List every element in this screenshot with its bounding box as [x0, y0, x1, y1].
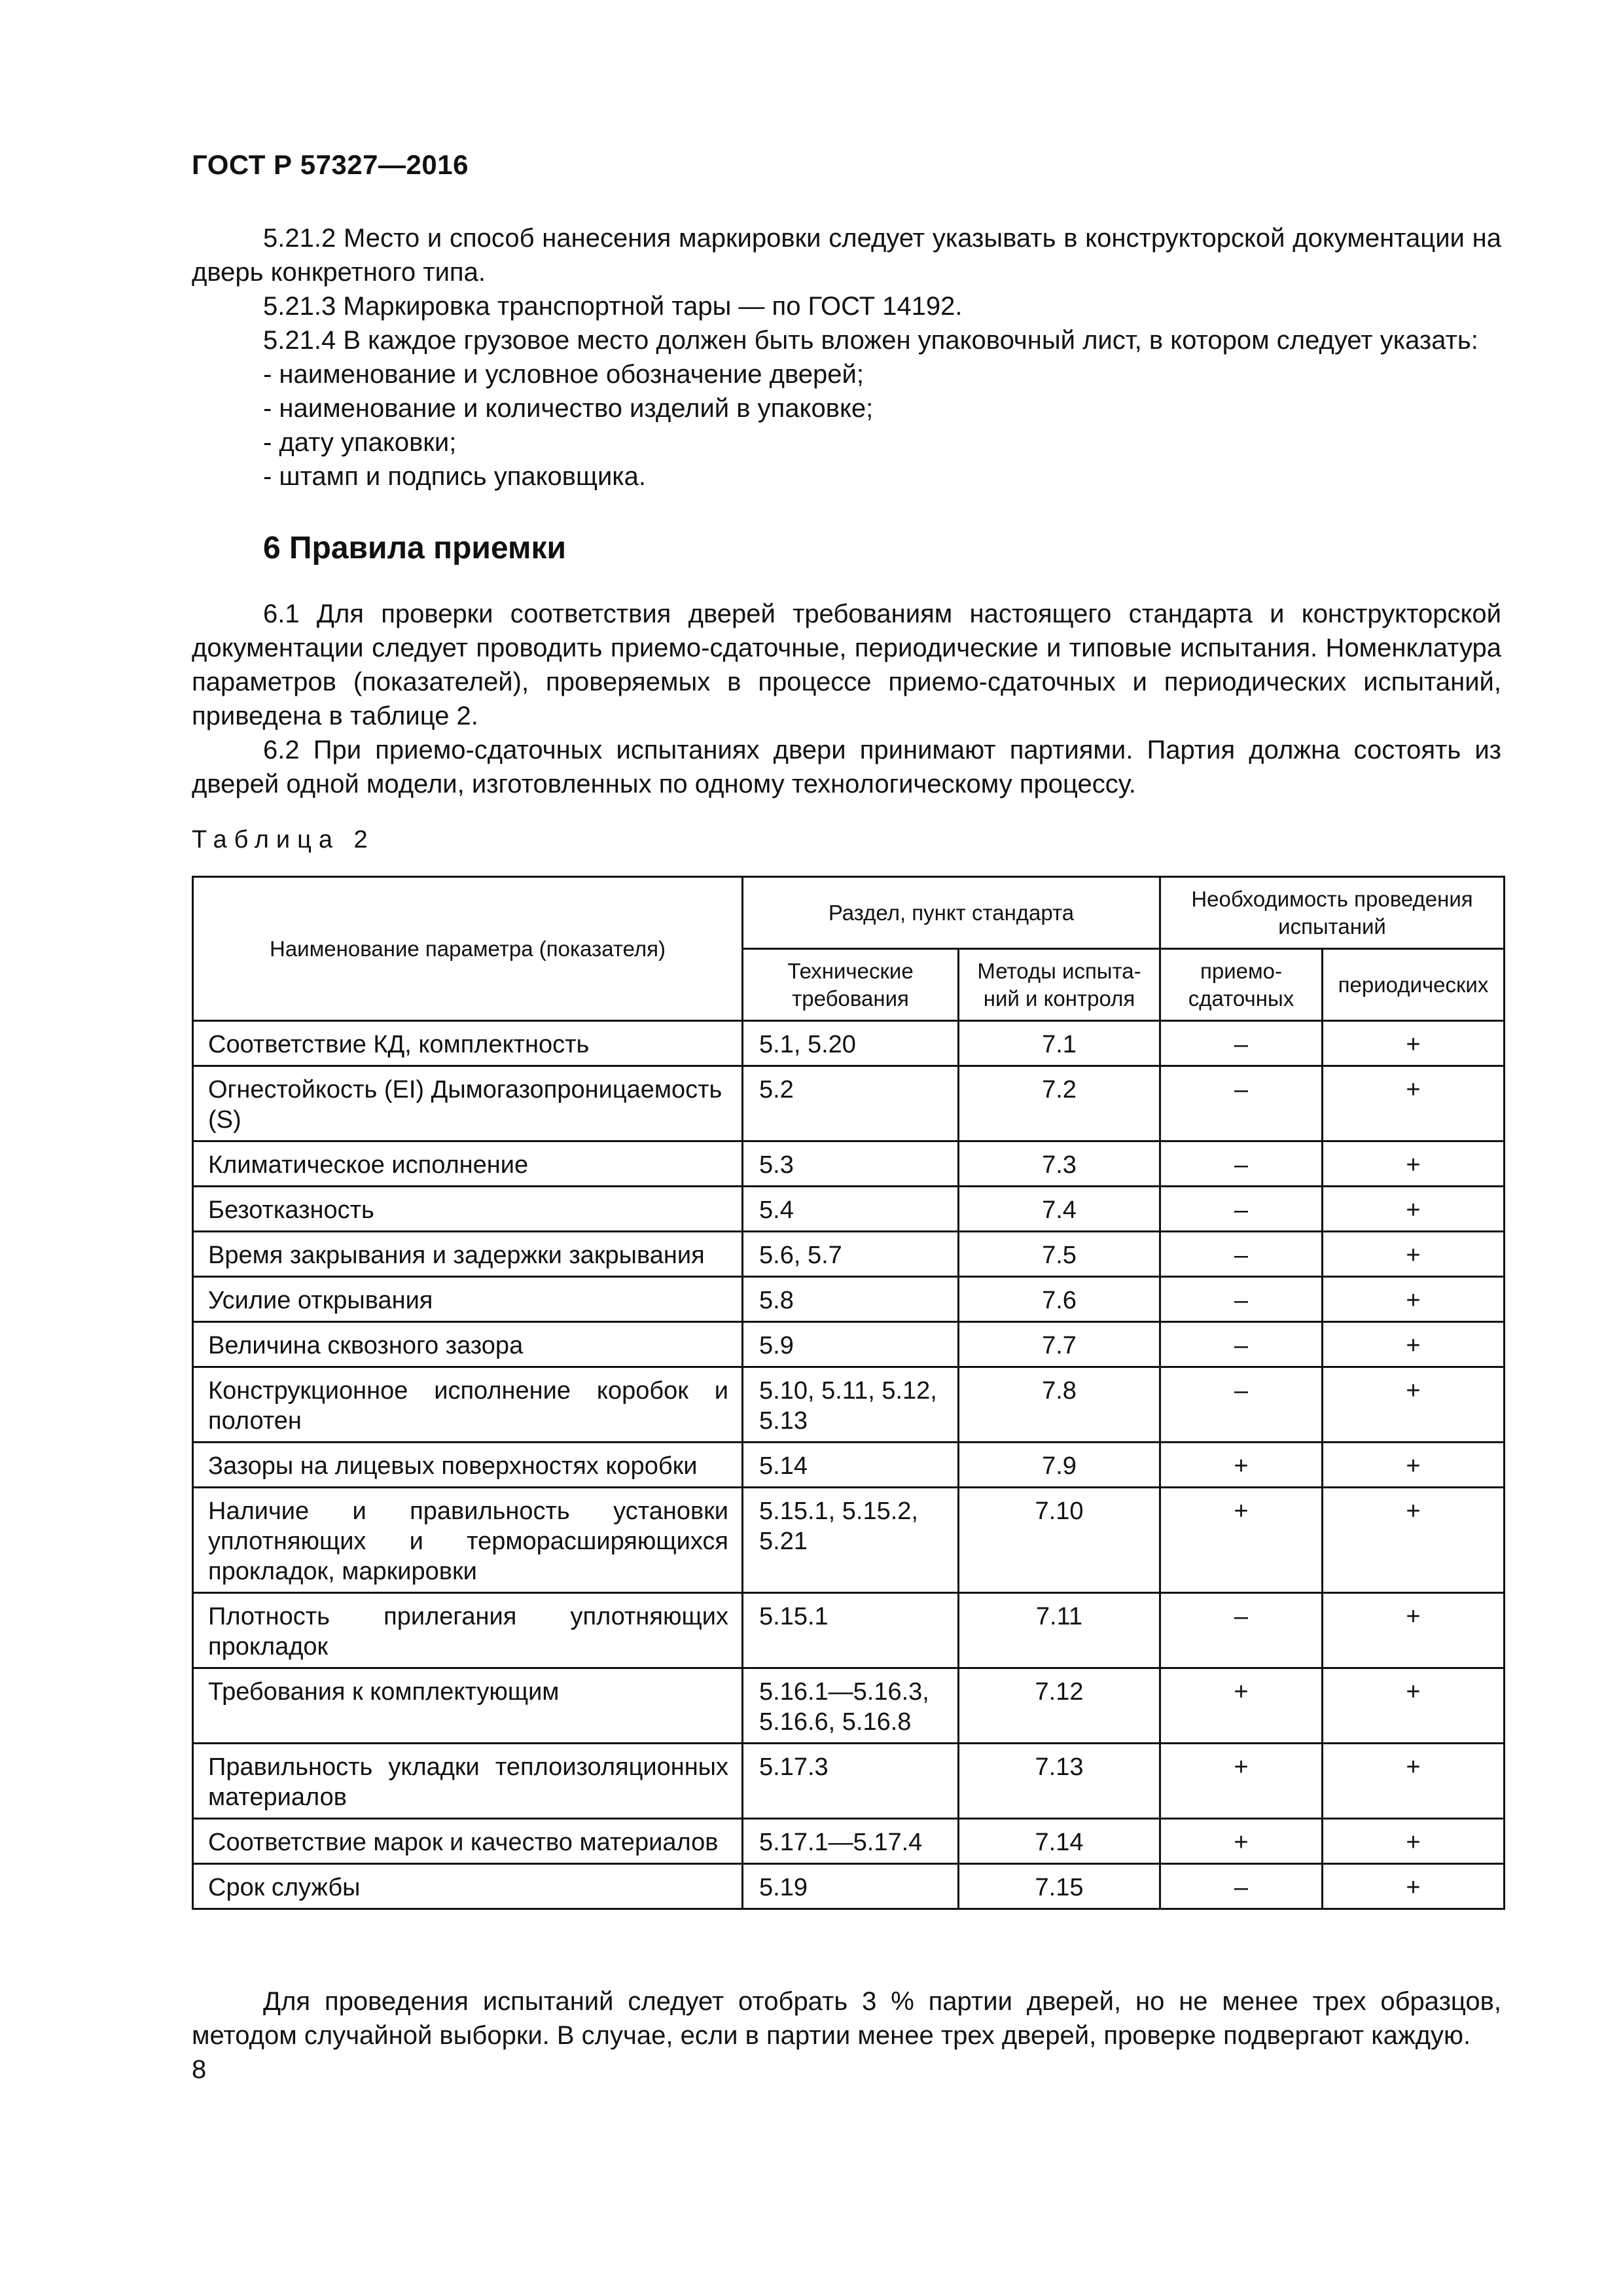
cell-method: 7.4: [959, 1187, 1160, 1232]
cell-acceptance: –: [1160, 1021, 1323, 1066]
cell-tech: 5.3: [743, 1141, 959, 1187]
table-row: [193, 1593, 1505, 1668]
cell-tech: 5.8: [743, 1277, 959, 1322]
header-acceptance: приемо-сдаточных: [1160, 949, 1323, 1021]
cell-acceptance: +: [1160, 1668, 1323, 1744]
paragraph-5-21-3: 5.21.3 Маркировка транспортной тары — по ГОСТ 14192.: [263, 292, 963, 321]
cell-name: Усилие открывания: [193, 1277, 743, 1322]
cell-periodic: +: [1323, 1443, 1505, 1488]
cell-method: 7.5: [959, 1232, 1160, 1277]
list-item: - наименование и количество изделий в упаковке;: [263, 394, 874, 423]
cell-tech: 5.6, 5.7: [743, 1232, 959, 1277]
header-param: Наименование параметра (показателя): [193, 877, 743, 1021]
table-row: [193, 1744, 1505, 1819]
cell-periodic: +: [1323, 1187, 1505, 1232]
cell-periodic: +: [1323, 1066, 1505, 1141]
cell-acceptance: +: [1160, 1744, 1323, 1819]
table-row: [193, 1021, 1505, 1066]
paragraph-6-2: 6.2 При приемо-сдаточных испытаниях двери принимают партиями. Партия должна состоять из дверей одной модели, изготовленных по одному технологическому процессу.: [192, 736, 1501, 798]
cell-method: 7.12: [959, 1668, 1160, 1744]
cell-periodic: +: [1323, 1488, 1505, 1593]
cell-name: Срок службы: [193, 1864, 743, 1909]
header-section-group: Раздел, пункт стандарта: [743, 877, 1160, 949]
cell-periodic: +: [1323, 1593, 1505, 1668]
cell-name: Время закрывания и задержки закрывания: [193, 1232, 743, 1277]
list-item: - дату упаковки;: [263, 428, 457, 457]
cell-method: 7.9: [959, 1443, 1160, 1488]
table-caption: Таблица 2: [192, 826, 375, 853]
page-number: 8: [192, 2055, 207, 2084]
table-row: [193, 1277, 1505, 1322]
cell-method: 7.10: [959, 1488, 1160, 1593]
header-methods: Методы испыта-ний и контроля: [959, 949, 1160, 1021]
cell-tech: 5.2: [743, 1066, 959, 1141]
header-periodic: периодических: [1323, 949, 1505, 1021]
table-row: [193, 1819, 1505, 1864]
cell-acceptance: –: [1160, 1066, 1323, 1141]
cell-method: 7.2: [959, 1066, 1160, 1141]
cell-acceptance: –: [1160, 1864, 1323, 1909]
cell-acceptance: –: [1160, 1232, 1323, 1277]
cell-name: Правильность укладки теплоизоляционных материалов: [193, 1744, 743, 1819]
cell-name: Наличие и правильность установки уплотняющих и терморасширяющихся прокладок, маркировки: [193, 1488, 743, 1593]
cell-periodic: +: [1323, 1819, 1505, 1864]
list-item: - наименование и условное обозначение дверей;: [263, 360, 864, 389]
paragraph-6-1: 6.1 Для проверки соответствия дверей требованиям настоящего стандарта и конструкторской документации следует проводить приемо-сдаточные, периодические и типовые испытания. Номенклатура параметров (показателей), проверяемых в процессе приемо-сдаточных и периодических испытаний, приведена в таблице 2.: [192, 600, 1501, 730]
cell-name: Зазоры на лицевых поверхностях коробки: [193, 1443, 743, 1488]
cell-acceptance: +: [1160, 1443, 1323, 1488]
cell-tech: 5.19: [743, 1864, 959, 1909]
cell-periodic: +: [1323, 1744, 1505, 1819]
cell-method: 7.14: [959, 1819, 1160, 1864]
table-row: [193, 1187, 1505, 1232]
cell-acceptance: +: [1160, 1488, 1323, 1593]
cell-method: 7.11: [959, 1593, 1160, 1668]
table-row: [193, 1141, 1505, 1187]
cell-acceptance: –: [1160, 1141, 1323, 1187]
cell-periodic: +: [1323, 1021, 1505, 1066]
cell-name: Климатическое исполнение: [193, 1141, 743, 1187]
cell-tech: 5.15.1, 5.15.2, 5.21: [743, 1488, 959, 1593]
table-row: [193, 1232, 1505, 1277]
cell-tech: 5.14: [743, 1443, 959, 1488]
cell-periodic: +: [1323, 1322, 1505, 1367]
cell-periodic: +: [1323, 1277, 1505, 1322]
document-header: ГОСТ Р 57327—2016: [192, 149, 469, 180]
paragraph-5-21-4: 5.21.4 В каждое грузовое место должен быть вложен упаковочный лист, в котором следует указать:: [263, 326, 1478, 355]
cell-method: 7.1: [959, 1021, 1160, 1066]
cell-method: 7.7: [959, 1322, 1160, 1367]
section-body: [192, 597, 1501, 801]
requirements-table: [192, 876, 1505, 1910]
cell-periodic: +: [1323, 1864, 1505, 1909]
cell-method: 7.8: [959, 1367, 1160, 1443]
header-need-group: Необходимость проведения испытаний: [1160, 877, 1505, 949]
cell-method: 7.13: [959, 1744, 1160, 1819]
cell-tech: 5.17.1—5.17.4: [743, 1819, 959, 1864]
table-row: [193, 1066, 1505, 1141]
cell-periodic: +: [1323, 1668, 1505, 1744]
after-table-block: [192, 1984, 1501, 2053]
cell-tech: 5.9: [743, 1322, 959, 1367]
cell-name: Конструкционное исполнение коробок и полотен: [193, 1367, 743, 1443]
cell-tech: 5.4: [743, 1187, 959, 1232]
cell-periodic: +: [1323, 1232, 1505, 1277]
cell-tech: 5.17.3: [743, 1744, 959, 1819]
cell-name: Огнестойкость (EI) Дымогазопроницаемость (S): [193, 1066, 743, 1141]
cell-tech: 5.1, 5.20: [743, 1021, 959, 1066]
cell-method: 7.6: [959, 1277, 1160, 1322]
cell-name: Плотность прилегания уплотняющих прокладок: [193, 1593, 743, 1668]
cell-name: Соответствие КД, комплектность: [193, 1021, 743, 1066]
table-row: [193, 1367, 1505, 1443]
paragraph-5-21-2: 5.21.2 Место и способ нанесения маркировки следует указывать в конструкторской документации на дверь конкретного типа.: [192, 224, 1501, 287]
cell-method: 7.15: [959, 1864, 1160, 1909]
table-row: [193, 1443, 1505, 1488]
table-row: [193, 1864, 1505, 1909]
cell-name: Соответствие марок и качество материалов: [193, 1819, 743, 1864]
paragraph-sampling: Для проведения испытаний следует отобрать 3 % партии дверей, но не менее трех образцов, методом случайной выборки. В случае, если в партии менее трех дверей, проверке подвергают каждую.: [192, 1987, 1501, 2050]
section-title: 6 Правила приемки: [263, 531, 567, 565]
cell-name: Безотказность: [193, 1187, 743, 1232]
cell-method: 7.3: [959, 1141, 1160, 1187]
intro-block: [192, 221, 1501, 493]
cell-tech: 5.10, 5.11, 5.12, 5.13: [743, 1367, 959, 1443]
table-row: [193, 1322, 1505, 1367]
header-tech: Технические требования: [743, 949, 959, 1021]
cell-name: Требования к комплектующим: [193, 1668, 743, 1744]
table-row: [193, 1488, 1505, 1593]
cell-acceptance: –: [1160, 1367, 1323, 1443]
cell-periodic: +: [1323, 1367, 1505, 1443]
cell-acceptance: –: [1160, 1187, 1323, 1232]
cell-acceptance: –: [1160, 1593, 1323, 1668]
cell-acceptance: –: [1160, 1322, 1323, 1367]
list-item: - штамп и подпись упаковщика.: [263, 462, 647, 491]
cell-periodic: +: [1323, 1141, 1505, 1187]
cell-acceptance: +: [1160, 1819, 1323, 1864]
cell-name: Величина сквозного зазора: [193, 1322, 743, 1367]
cell-tech: 5.15.1: [743, 1593, 959, 1668]
cell-acceptance: –: [1160, 1277, 1323, 1322]
cell-tech: 5.16.1—5.16.3, 5.16.6, 5.16.8: [743, 1668, 959, 1744]
table-row: [193, 1668, 1505, 1744]
